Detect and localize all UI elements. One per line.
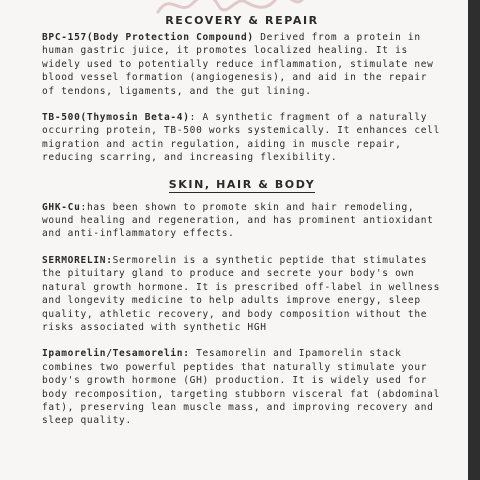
right-edge-bar: [468, 0, 480, 480]
entry-tb500: [42, 111, 442, 165]
entry-ipamorelin-tesamorelin: [42, 347, 442, 427]
entry-term: SERMORELIN:: [42, 254, 113, 266]
section-heading-recovery: RECOVERY & REPAIR: [165, 14, 319, 27]
entry-term: GHK-Cu: [42, 201, 81, 213]
entry-term: TB-500(Thymosin Beta-4): [42, 112, 190, 124]
entry-text: Tesamorelin and Ipamorelin stack combines two powerful peptides that naturally stimulate your body's growth hormone (GH) production. It is widely used for body recomposition, targeting stubborn visceral fat (abdominal fat), preserving lean muscle mass, and improving recovery and sleep quality.: [42, 348, 441, 427]
entry-term: Ipamorelin/Tesamorelin:: [42, 348, 190, 360]
entry-text: : A synthetic fragment of a naturally occurring protein, TB-500 works systemically. It enhances cell migration and actin regulation, aiding in muscle repair, reducing scarring, and increasing flexibility.: [42, 112, 441, 164]
section-heading-text: SKIN, HAIR & BODY: [168, 177, 316, 191]
entry-text: Derived from a protein in human gastric juice, it promotes localized healing. It is widely used to potentially reduce inflammation, stimulate new blood vessel formation (angiogenesis), and aid in the repair of tendons, ligaments, and the gut lining.: [42, 32, 434, 97]
entry-term: BPC-157(Body Protection Compound): [42, 32, 254, 43]
entry-sermorelin: [42, 254, 442, 334]
entry-text: :has been shown to promote skin and hair remodeling, wound healing and regeneration, and has prominent antioxidant and anti-inflammatory effects.: [42, 201, 434, 240]
entry-ghk-cu: [42, 201, 442, 241]
document-page: [42, 14, 442, 441]
entry-text: Sermorelin is a synthetic peptide that stimulates the pituitary gland to produce and secrete your body's own natural growth hormone. It is prescribed off-label in wellness and longevity medicine to help adults improve energy, sleep quality, athletic recovery, and body composition without the risks associated with synthetic HGH: [42, 254, 441, 333]
section-heading-skin-hair-body: [42, 178, 442, 191]
entry-bpc157: [42, 31, 442, 98]
